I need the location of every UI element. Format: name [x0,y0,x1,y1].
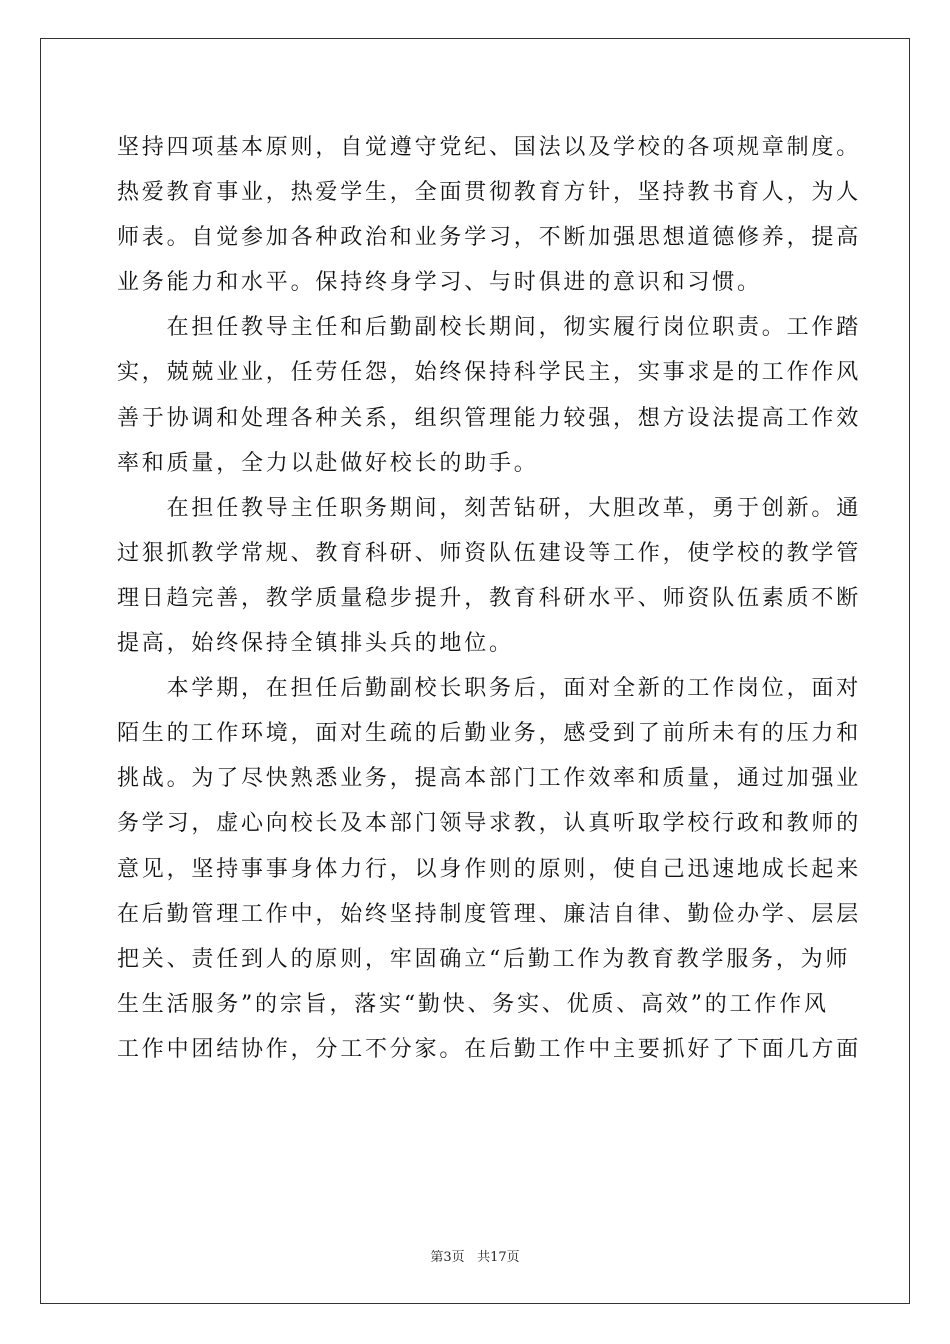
page-footer [0,1246,950,1265]
text-line: 业务能力和水平。保持终身学习、与时俱进的意识和习惯。 [117,270,762,296]
document-body [117,125,862,1072]
text-line: 提高，始终保持全镇排头兵的地位。 [117,631,514,657]
text-line: 在担任教导主任职务期间，刻苦钻研，大胆改革，勇于创新。通 [117,495,862,521]
text-line: 陌生的工作环境，面对生疏的后勤业务，感受到了前所未有的压力和 [117,721,862,747]
text-line: 生生活服务”的宗旨，落实“勤快、务实、优质、高效”的工作作风 [117,991,829,1017]
text-line: 坚持四项基本原则，自觉遵守党纪、国法以及学校的各项规章制度。 [117,135,862,160]
text-line: 在担任教导主任和后勤副校长期间，彻实履行岗位职责。工作踏 [117,315,862,341]
text-line: 本学期，在担任后勤副校长职务后，面对全新的工作岗位，面对 [117,676,862,702]
text-line: 师表。自觉参加各种政治和业务学习，不断加强思想道德修养，提高 [117,225,862,251]
text-line: 把关、责任到人的原则，牢固确立“后勤工作为教育教学服务，为师 [117,946,851,972]
page-total: 共17页 [477,1250,520,1265]
text-line: 率和质量，全力以赴做好校长的助手。 [117,450,539,476]
text-line: 挑战。为了尽快熟悉业务，提高本部门工作效率和质量，通过加强业 [117,766,862,792]
text-line: 理日趋完善，教学质量稳步提升，教育科研水平、师资队伍素质不断 [117,585,862,611]
text-line: 意见，坚持事事身体力行，以身作则的原则，使自己迅速地成长起来 [117,856,862,882]
text-line: 实，兢兢业业，任劳任怨，始终保持科学民主，实事求是的工作作风 [117,360,862,386]
text-line: 务学习，虚心向校长及本部门领导求教，认真听取学校行政和教师的 [117,811,862,837]
text-line: 在后勤管理工作中，始终坚持制度管理、廉洁自律、勤俭办学、层层 [117,901,862,927]
text-line: 工作中团结协作，分工不分家。在后勤工作中主要抓好了下面几方面 [117,1036,862,1062]
text-line: 善于协调和处理各种关系，组织管理能力较强，想方设法提高工作效 [117,405,862,431]
text-line: 过狠抓教学常规、教育科研、师资队伍建设等工作，使学校的教学管 [117,540,862,566]
page-number: 第3页 [430,1250,465,1265]
text-line: 热爱教育事业，热爱学生，全面贯彻教育方针，坚持教书育人，为人 [117,180,862,206]
